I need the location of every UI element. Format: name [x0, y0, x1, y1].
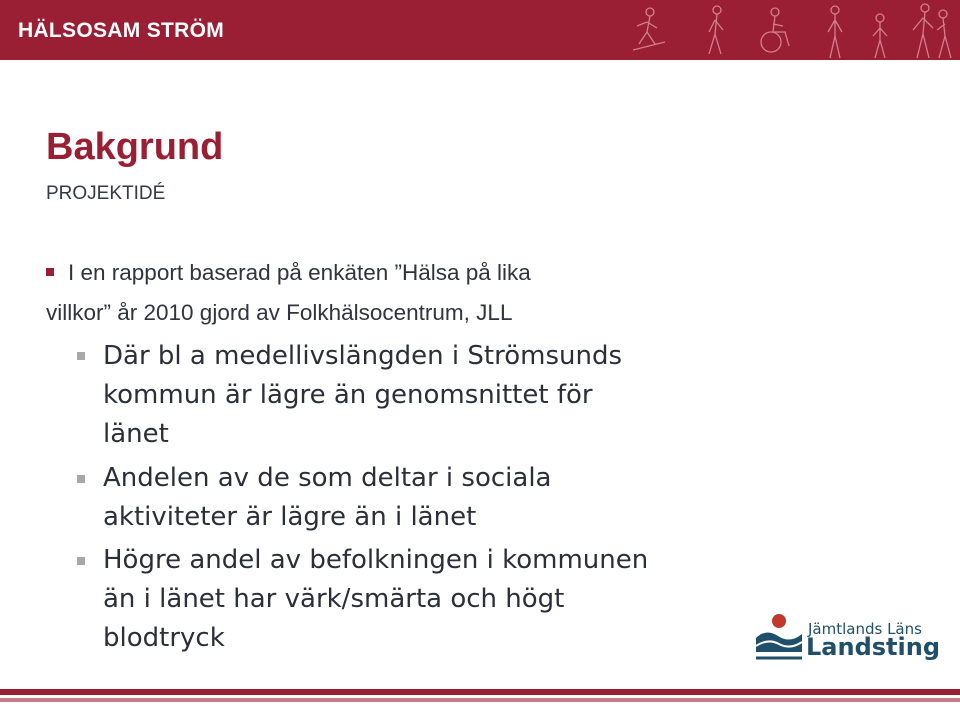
sub-bullet-3-line1: Högre andel av befolkningen i kommunen — [103, 545, 649, 575]
header-bar — [0, 0, 960, 60]
people-silhouettes-icon — [625, 0, 960, 60]
footer-line-thin — [0, 698, 960, 702]
footer-line — [0, 689, 960, 695]
sub-bullet-1-line3: länet — [103, 419, 169, 449]
sub-bullet-3 — [103, 541, 743, 658]
bullet-square-icon — [46, 268, 54, 276]
sub-bullet-square-icon — [77, 475, 85, 483]
sub-bullet-2-line1: Andelen av de som deltar i sociala — [103, 463, 552, 493]
main-bullet — [46, 253, 746, 333]
sub-bullet-3-line3: blodtryck — [103, 623, 225, 653]
sub-bullet-1 — [103, 337, 743, 454]
main-bullet-line2: villkor” år 2010 gjord av Folkhälsocentrum, JLL — [46, 300, 513, 325]
header-title: HÄLSOSAM STRÖM — [18, 19, 225, 42]
sub-bullet-2-line2: aktiviteter är lägre än i länet — [103, 502, 477, 532]
slide-subtitle: PROJEKTIDÉ — [46, 183, 166, 204]
sub-bullet-1-line1: Där bl a medellivslängden i Strömsunds — [103, 341, 622, 371]
landsting-logo-icon — [754, 612, 804, 662]
main-bullet-line1: I en rapport baserad på enkäten ”Hälsa på lika — [68, 260, 531, 285]
sub-bullet-square-icon — [77, 557, 85, 565]
sub-bullet-2 — [103, 459, 743, 537]
slide-title: Bakgrund — [46, 126, 224, 168]
sub-bullet-1-line2: kommun är lägre än genomsnittet för — [103, 380, 593, 410]
sub-bullet-3-line2: än i länet har värk/smärta och högt — [103, 584, 565, 614]
logo-sub: Landsting — [806, 633, 941, 661]
sub-bullet-square-icon — [77, 352, 85, 360]
logo-name: Jämtlands Läns — [808, 620, 922, 638]
